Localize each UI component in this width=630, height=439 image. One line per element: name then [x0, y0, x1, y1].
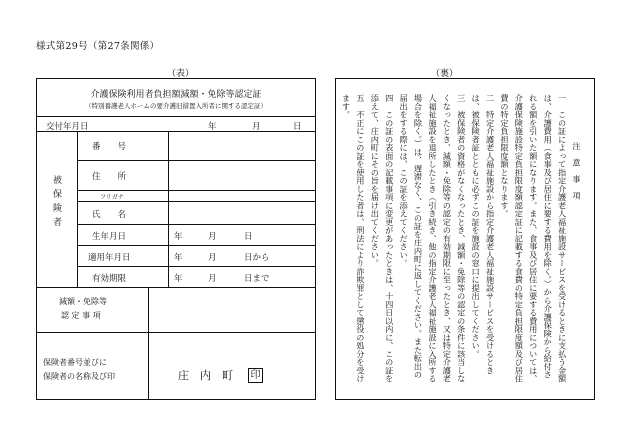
front-side-label: （表） — [167, 69, 195, 79]
birth-date-label: 生年月日 — [92, 232, 127, 242]
applicable-date-label: 適用年月日 — [88, 253, 131, 263]
form-number: 様式第29号（第27条関係） — [36, 41, 160, 52]
divider — [77, 266, 315, 267]
issue-day-unit: 日 — [293, 122, 302, 132]
notes-heading: 注 意 事 項 — [572, 142, 582, 200]
divider — [77, 224, 315, 225]
note-item: 五 不正にこの証を使用した者は、刑法により詐欺罪として懲役の処分を受けます。 — [341, 94, 366, 383]
reduction-label-line1: 減額・免除等 — [59, 297, 107, 306]
divider — [77, 131, 78, 287]
insured-person-label: 被保険者 — [51, 175, 61, 231]
front-certificate-panel — [36, 78, 316, 400]
certificate-subtitle: （特別養護老人ホームの要介護旧措置入所者に関する認定証） — [85, 102, 267, 110]
divider — [148, 287, 149, 399]
insurer-label-line2: 保険者の名称及び印 — [43, 372, 115, 381]
back-notes-panel — [335, 78, 595, 400]
insurer-name: 庄 内 町 — [178, 369, 233, 382]
valid-month-unit: 月 — [208, 274, 217, 284]
birth-month-unit: 月 — [208, 232, 217, 242]
divider — [37, 332, 315, 333]
note-item: 二 特定介護老人福祉施設から指定介護老人福祉施設サービスを受けるときは、被保険者証とともに必ずこの証を施設の窓口に提出してください。 — [471, 94, 496, 375]
valid-until-suffix: 日まで — [244, 274, 270, 284]
divider — [77, 245, 315, 246]
official-seal: 印 — [248, 368, 263, 383]
applicable-from-suffix: 日から — [244, 253, 270, 263]
divider — [77, 190, 315, 191]
address-label: 住 所 — [92, 172, 127, 182]
divider — [77, 201, 315, 202]
number-label: 番 号 — [92, 142, 127, 152]
back-side-label: （裏） — [431, 69, 459, 79]
furigana-label: フリガナ — [100, 194, 124, 201]
divider — [37, 287, 315, 288]
name-label: 氏 名 — [92, 210, 127, 220]
valid-until-label: 有効期限 — [92, 274, 127, 284]
note-item: 三 被保険者の資格がなくなったとき、減額・免除等の認定の条件に該当しなくなったとき、減額・免除等の認定の有効期限に至ったとき、又は特定介護老人福祉施設を退所したとき（引き続き、他の指定介護老人福祉施設に入所する場合を除く。）は、遅滞なく、この証を庄内町に返してください。また転出の届出をする際には、この証を添えてください。 — [399, 94, 467, 383]
issue-year-unit: 年 — [208, 122, 217, 132]
birth-year-unit: 年 — [174, 232, 183, 242]
notes-text — [339, 94, 584, 384]
certificate-title: 介護保険利用者負担額減額・免除等認定証 — [90, 90, 262, 100]
divider — [77, 160, 315, 161]
applicable-year-unit: 年 — [174, 253, 183, 263]
reduction-label-line2: 認 定 事 項 — [61, 311, 101, 320]
note-item: 一 この証によって指定介護老人福祉施設サービスを受けるときに支払う金額は、介護費用（食事及び居住に要する費用を除く。）から介護保険から給付される額を引いた額になります。また、食事及び居住に要する費用については、介護保険施設特定負担限度額認定証に記載する食費の特定負担限度額及び居住費の特定負担限度額となります。 — [499, 94, 568, 383]
issue-month-unit: 月 — [252, 122, 261, 132]
birth-day-unit: 日 — [244, 232, 253, 242]
applicable-month-unit: 月 — [208, 253, 217, 263]
divider — [37, 116, 315, 117]
issue-date-label: 交付年月日 — [46, 122, 89, 132]
valid-year-unit: 年 — [174, 274, 183, 284]
divider — [168, 131, 169, 287]
note-item: 四 この証の表面の記載事項に変更があったときは、十四日以内に、この証を添えて、庄内町にその旨を届け出てください。 — [370, 94, 395, 383]
insurer-label-line1: 保険者番号並びに — [43, 358, 107, 367]
